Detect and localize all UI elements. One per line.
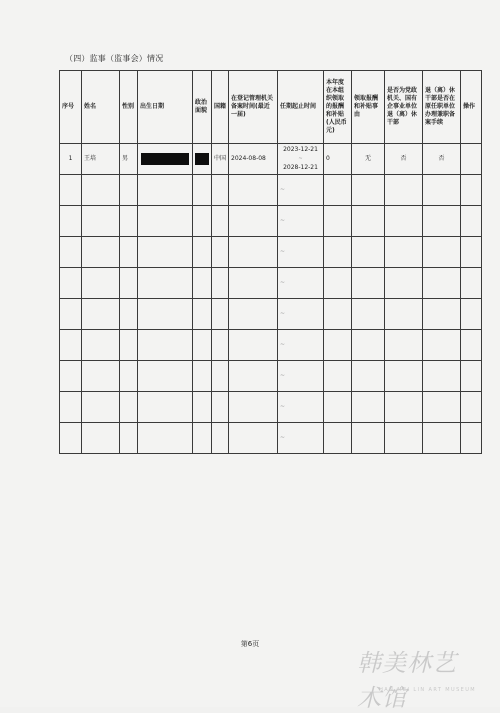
table-cell-empty	[461, 392, 482, 423]
table-cell-empty	[212, 175, 229, 206]
table-cell-empty	[212, 299, 229, 330]
table-cell-empty	[352, 268, 385, 299]
table-cell-empty	[82, 175, 120, 206]
table-cell-empty	[385, 175, 423, 206]
table-cell-empty	[138, 423, 193, 454]
table-cell-empty	[60, 268, 82, 299]
table-row-empty	[60, 206, 482, 237]
table-cell-empty	[82, 299, 120, 330]
table-cell-empty	[229, 268, 278, 299]
table-cell-empty	[138, 330, 193, 361]
table-cell-empty	[193, 392, 212, 423]
table-cell-empty	[423, 237, 461, 268]
table-cell-empty	[229, 392, 278, 423]
table-cell-empty	[352, 299, 385, 330]
table-cell-empty	[120, 423, 138, 454]
table-cell-empty: ~	[278, 206, 324, 237]
table-cell-empty	[461, 206, 482, 237]
table-cell-empty	[193, 299, 212, 330]
table-cell-empty	[461, 330, 482, 361]
table-cell-empty	[60, 330, 82, 361]
table-cell-empty	[229, 361, 278, 392]
term-end: 2028-12-21	[283, 164, 318, 171]
table-cell-empty	[212, 392, 229, 423]
supervisor-table	[59, 70, 482, 454]
table-cell-empty	[82, 392, 120, 423]
cell-compensation-reason: 无	[352, 144, 385, 175]
table-cell-empty	[82, 423, 120, 454]
table-cell-empty	[193, 175, 212, 206]
header-is-retired-official: 是否为党政机关、国有企事业单位退（离）休干部	[385, 71, 423, 144]
table-cell-empty	[138, 299, 193, 330]
header-nationality: 国籍	[212, 71, 229, 144]
table-cell-empty	[60, 299, 82, 330]
table-row-empty	[60, 175, 482, 206]
table-cell-empty	[423, 206, 461, 237]
table-cell-empty	[212, 361, 229, 392]
table-cell-empty	[193, 206, 212, 237]
table-cell-empty	[60, 392, 82, 423]
table-cell-empty	[138, 268, 193, 299]
table-cell-empty	[352, 330, 385, 361]
table-cell-empty: ~	[278, 299, 324, 330]
table-cell-empty	[324, 206, 352, 237]
cell-index: 1	[60, 144, 82, 175]
table-cell-empty	[461, 175, 482, 206]
table-cell-empty	[120, 206, 138, 237]
table-cell-empty	[60, 237, 82, 268]
cell-is-retired-official: 否	[385, 144, 423, 175]
header-political-status: 政治面貌	[193, 71, 212, 144]
table-cell-empty	[423, 423, 461, 454]
cell-filing-date: 2024-08-08	[229, 144, 278, 175]
redaction-block	[141, 153, 189, 165]
table-cell-empty	[423, 268, 461, 299]
header-index: 序号	[60, 71, 82, 144]
table-cell-empty	[385, 206, 423, 237]
cell-birth-date	[138, 144, 193, 175]
table-cell-empty	[385, 299, 423, 330]
table-cell-empty	[423, 299, 461, 330]
table-cell-empty: ~	[278, 237, 324, 268]
cell-action	[461, 144, 482, 175]
table-cell-empty	[138, 206, 193, 237]
table-cell-empty	[352, 206, 385, 237]
table-cell-empty	[385, 237, 423, 268]
table-cell-empty	[60, 361, 82, 392]
table-cell-empty	[60, 423, 82, 454]
header-compensation-reason: 领取报酬和补贴事由	[352, 71, 385, 144]
table-cell-empty	[423, 175, 461, 206]
table-row-empty	[60, 299, 482, 330]
table-cell-empty	[120, 361, 138, 392]
table-row-empty	[60, 392, 482, 423]
watermark-roman: HAN MEI LIN ART MUSEUM	[379, 687, 476, 693]
table-cell-empty	[60, 175, 82, 206]
table-cell-empty	[212, 206, 229, 237]
cell-term	[278, 144, 324, 175]
table-cell-empty	[193, 268, 212, 299]
table-cell-empty	[229, 330, 278, 361]
table-cell-empty: ~	[278, 361, 324, 392]
table-cell-empty	[120, 330, 138, 361]
table-cell-empty: ~	[278, 330, 324, 361]
table-cell-empty	[193, 423, 212, 454]
table-cell-empty	[138, 392, 193, 423]
section-title: （四）监事（监事会）情况	[65, 54, 164, 63]
table-cell-empty	[461, 423, 482, 454]
table-cell-empty	[324, 392, 352, 423]
cell-nationality: 中国	[212, 144, 229, 175]
table-cell-empty	[423, 330, 461, 361]
table-cell-empty	[385, 268, 423, 299]
table-cell-empty	[193, 361, 212, 392]
table-cell-empty	[324, 299, 352, 330]
table-cell-empty	[212, 237, 229, 268]
header-retired-filing: 退（离）休干部是否在原任职单位办理兼职备案手续	[423, 71, 461, 144]
table-cell-empty	[324, 330, 352, 361]
table-cell-empty	[193, 330, 212, 361]
table-cell-empty: ~	[278, 268, 324, 299]
table-row-empty	[60, 268, 482, 299]
table-cell-empty	[385, 423, 423, 454]
table-cell-empty	[461, 268, 482, 299]
table-cell-empty	[212, 268, 229, 299]
table-cell-empty	[120, 175, 138, 206]
table-cell-empty	[229, 206, 278, 237]
table-cell-empty	[82, 268, 120, 299]
table-cell-empty	[229, 237, 278, 268]
header-filing-date: 在登记管理机关备案时间(最近一届)	[229, 71, 278, 144]
table-cell-empty	[212, 423, 229, 454]
table-cell-empty	[324, 268, 352, 299]
table-cell-empty	[138, 237, 193, 268]
table-row-empty	[60, 423, 482, 454]
table-cell-empty	[82, 361, 120, 392]
cell-retired-filing: 否	[423, 144, 461, 175]
table-cell-empty	[352, 392, 385, 423]
table-cell-empty	[324, 361, 352, 392]
watermark-glyphs: 韩美林艺术馆	[357, 649, 457, 712]
table-cell-empty	[324, 237, 352, 268]
museum-watermark	[357, 643, 482, 712]
table-cell-empty	[352, 237, 385, 268]
table-cell-empty	[138, 175, 193, 206]
table-row-empty	[60, 330, 482, 361]
table-cell-empty	[138, 361, 193, 392]
term-separator: ~	[298, 156, 303, 162]
header-name: 姓名	[82, 71, 120, 144]
header-compensation: 本年度在本组织领取的报酬和补贴(人民币元)	[324, 71, 352, 144]
table-row-empty	[60, 237, 482, 268]
table-cell-empty	[423, 361, 461, 392]
redaction-block	[195, 153, 209, 165]
page-number: 第6页	[240, 640, 260, 648]
table-cell-empty	[385, 330, 423, 361]
table-cell-empty	[324, 175, 352, 206]
table-cell-empty	[120, 268, 138, 299]
table-cell-empty	[82, 330, 120, 361]
table-row	[60, 144, 482, 175]
cell-compensation: 0	[324, 144, 352, 175]
table-row-empty	[60, 361, 482, 392]
table-cell-empty	[461, 237, 482, 268]
table-cell-empty	[82, 206, 120, 237]
table-cell-empty	[120, 392, 138, 423]
cell-political-status	[193, 144, 212, 175]
table-cell-empty	[352, 175, 385, 206]
header-term: 任期起止时间	[278, 71, 324, 144]
table-cell-empty	[229, 423, 278, 454]
table-cell-empty	[324, 423, 352, 454]
header-action: 操作	[461, 71, 482, 144]
table-cell-empty	[461, 361, 482, 392]
table-cell-empty	[352, 361, 385, 392]
cell-name: 王培	[82, 144, 120, 175]
table-cell-empty	[120, 237, 138, 268]
table-cell-empty	[229, 299, 278, 330]
table-cell-empty	[423, 392, 461, 423]
table-cell-empty: ~	[278, 392, 324, 423]
table-cell-empty	[352, 423, 385, 454]
cell-gender: 男	[120, 144, 138, 175]
table-cell-empty	[461, 299, 482, 330]
term-start: 2023-12-21	[283, 146, 318, 153]
table-cell-empty	[385, 361, 423, 392]
table-cell-empty	[212, 330, 229, 361]
header-birth-date: 出生日期	[138, 71, 193, 144]
table-cell-empty	[60, 206, 82, 237]
table-cell-empty	[120, 299, 138, 330]
header-gender: 性别	[120, 71, 138, 144]
table-cell-empty	[193, 237, 212, 268]
table-cell-empty: ~	[278, 175, 324, 206]
table-cell-empty: ~	[278, 423, 324, 454]
table-cell-empty	[82, 237, 120, 268]
table-cell-empty	[229, 175, 278, 206]
table-header-row	[60, 71, 482, 144]
table-cell-empty	[385, 392, 423, 423]
